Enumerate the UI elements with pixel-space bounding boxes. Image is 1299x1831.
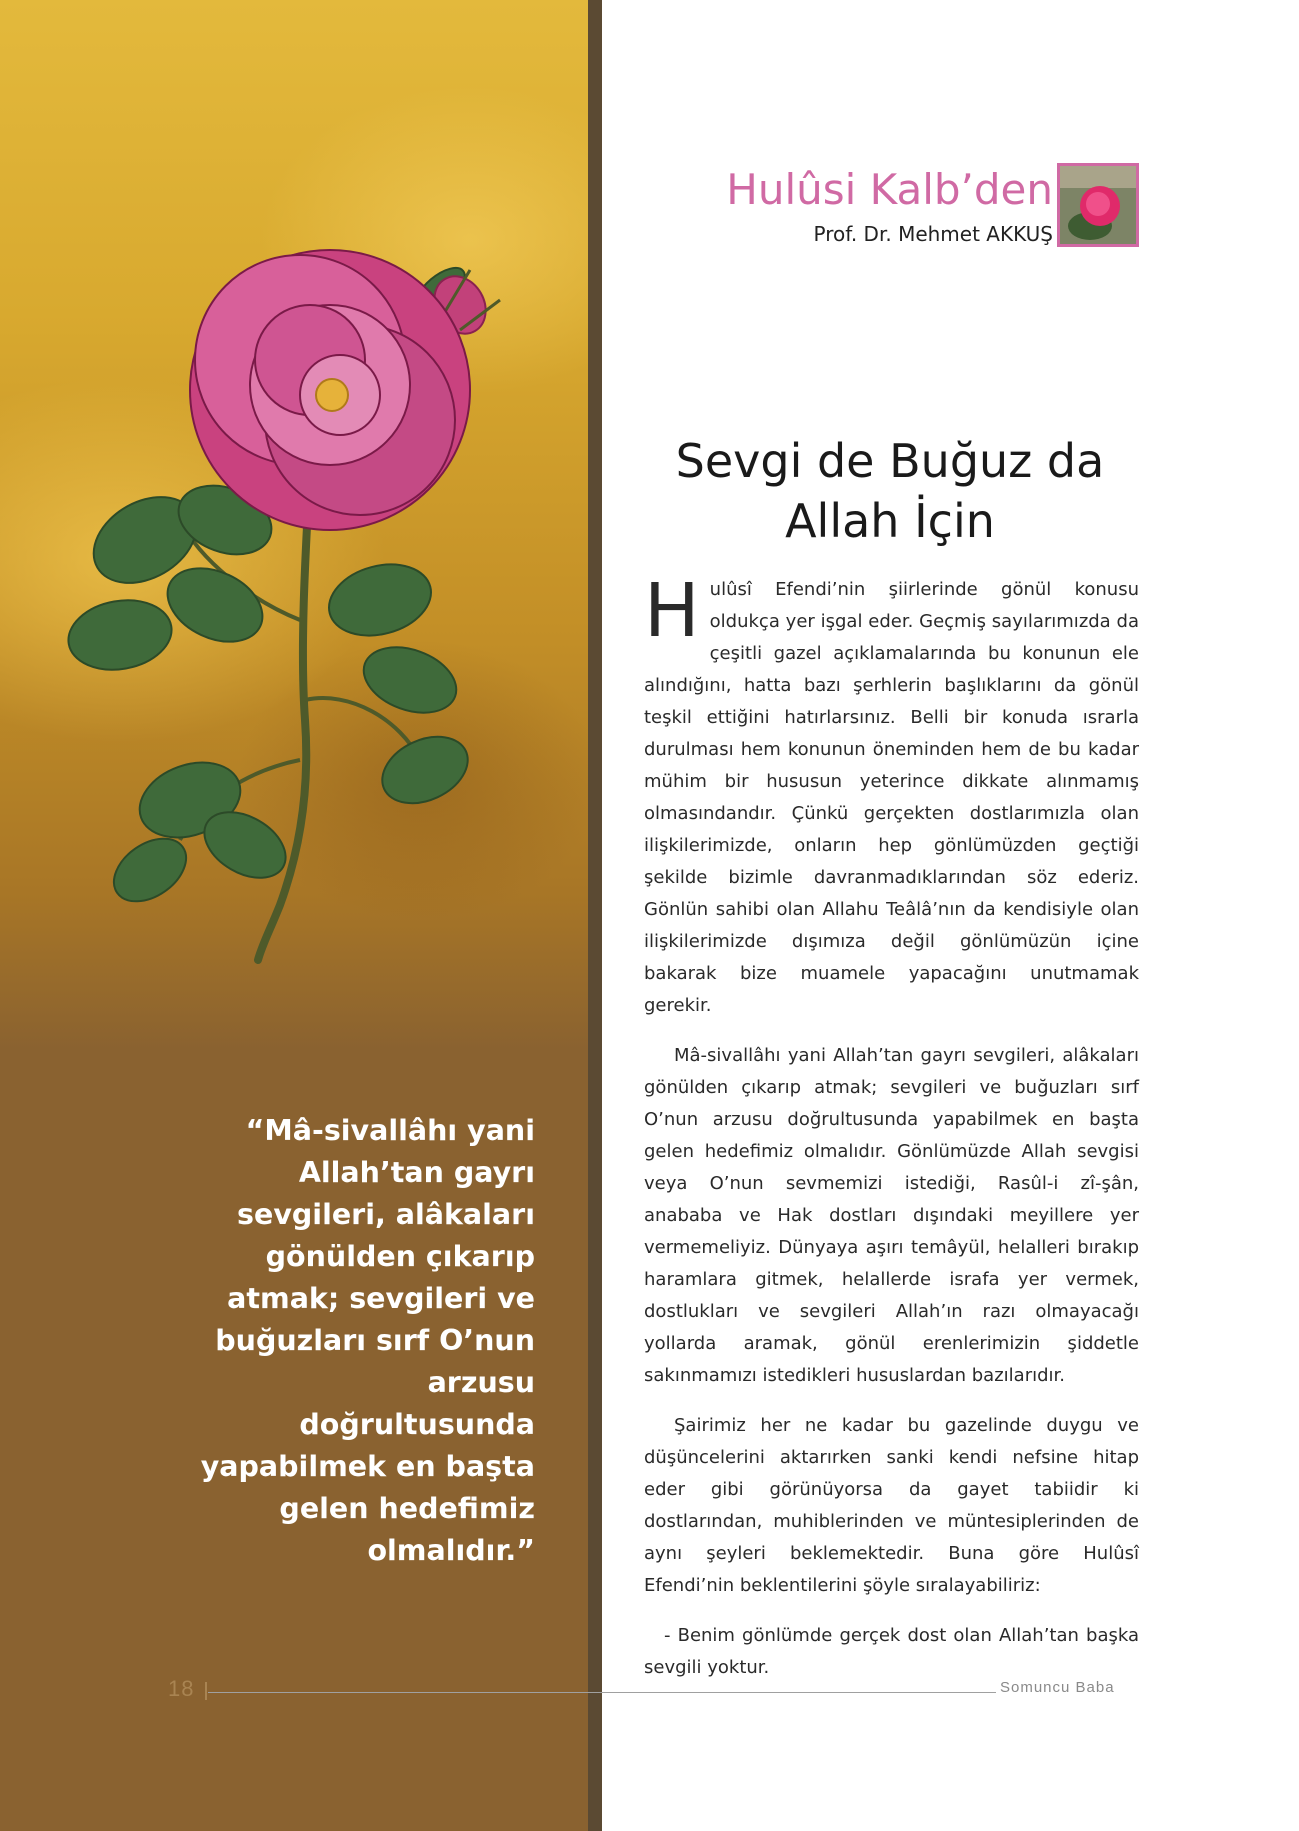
article-body: [644, 568, 1139, 1702]
paragraph-text: ulûsî Efendi’nin şiirlerinde gönül konusu oldukça yer işgal eder. Geçmiş sayılarımızda da çeşitli gazel açıklamalarında bu konunun ele alındığını, hatta bazı şerhlerin başlıklarını da gönül teşkil ettiğini hatırlarsınız. Belli bir konuda ısrarla durulması hem konunun öneminden hem de bu kadar mühim bir hususun yeterince dikkate alınmamış olmasındandır. Çünkü gerçekten dostlarımızla olan ilişkilerimizde, onların hep gönlümüzden geçtiği şekilde bizimle davranmadıklarından söz ederiz. Gönlün sahibi olan Allahu Teâlâ’nın da kendisiyle olan ilişkilerimizde dışımıza değil gönlümüzün içine bakarak bize muamele yapacağını unutmamak gerekir.: [644, 579, 1139, 1016]
footer-rule: [208, 1692, 996, 1693]
article-paragraph: Şairimiz her ne kadar bu gazelinde duygu ve düşüncelerini aktarırken sanki kendi nefsine hitap eder gibi görünüyorsa da gayet tabiidir ki dostlarından, muhiblerinden ve müntesiplerinden de aynı şeyleri beklemektedir. Buna göre Hulûsî Efendi’nin beklentilerini şöyle sıralayabiliriz:: [644, 1415, 1139, 1596]
artwork-column: [0, 0, 588, 1831]
article-list-item: - Benim gönlümde gerçek dost olan Allah’tan başka sevgili yoktur.: [644, 1625, 1139, 1678]
magazine-name: Somuncu Baba: [1000, 1679, 1115, 1696]
author-name: Prof. Dr. Mehmet AKKUŞ: [813, 222, 1053, 246]
article-paragraph: Mâ-sivallâhı yani Allah’tan gayrı sevgileri, alâkaları gönülden çıkarıp atmak; sevgileri ve buğuzları sırf O’nun arzusu doğrultusunda yapabilmek en başta gelen hedefimiz olmalıdır. Gönlümüzde Allah sevgisi veya O’nun sevmemizi istediği, Rasûl-i zî-şân, anababa ve Hak dostları dışındaki meyillere yer vermemeliyiz. Dünyaya aşırı temâyül, helalleri bırakıp haramlara gitmek, helallerde israfa yer vermek, dostlukları ve sevgileri Allah’ın razı olmayacağı yollarda aramak, gönül erenlerimizin şiddetle sakınmamızı istedikleri hususlardan bazılarıdır.: [644, 1045, 1139, 1386]
column-divider: [588, 0, 602, 1831]
page-number: 18: [168, 1676, 195, 1701]
rose-illustration: [0, 0, 588, 1000]
drop-cap: H: [644, 568, 700, 654]
rose-thumbnail-image: [1057, 163, 1139, 247]
pull-quote: “Mâ-sivallâhı yani Allah’tan gayrı sevgileri, alâkaları gönülden çıkarıp atmak; sevgileri ve buğuzları sırf O’nun arzusu doğrultusunda yapabilmek en başta gelen hedefimiz olmalıdır.”: [200, 1114, 535, 1567]
article-title-line-2: Allah İçin: [785, 493, 995, 548]
article-paragraph: [644, 568, 1139, 1022]
article-title: [630, 431, 1150, 551]
footer-tick: [205, 1682, 207, 1700]
article-title-line-1: Sevgi de Buğuz da: [675, 433, 1105, 488]
column-title: Hulûsi Kalb’den: [726, 165, 1053, 214]
